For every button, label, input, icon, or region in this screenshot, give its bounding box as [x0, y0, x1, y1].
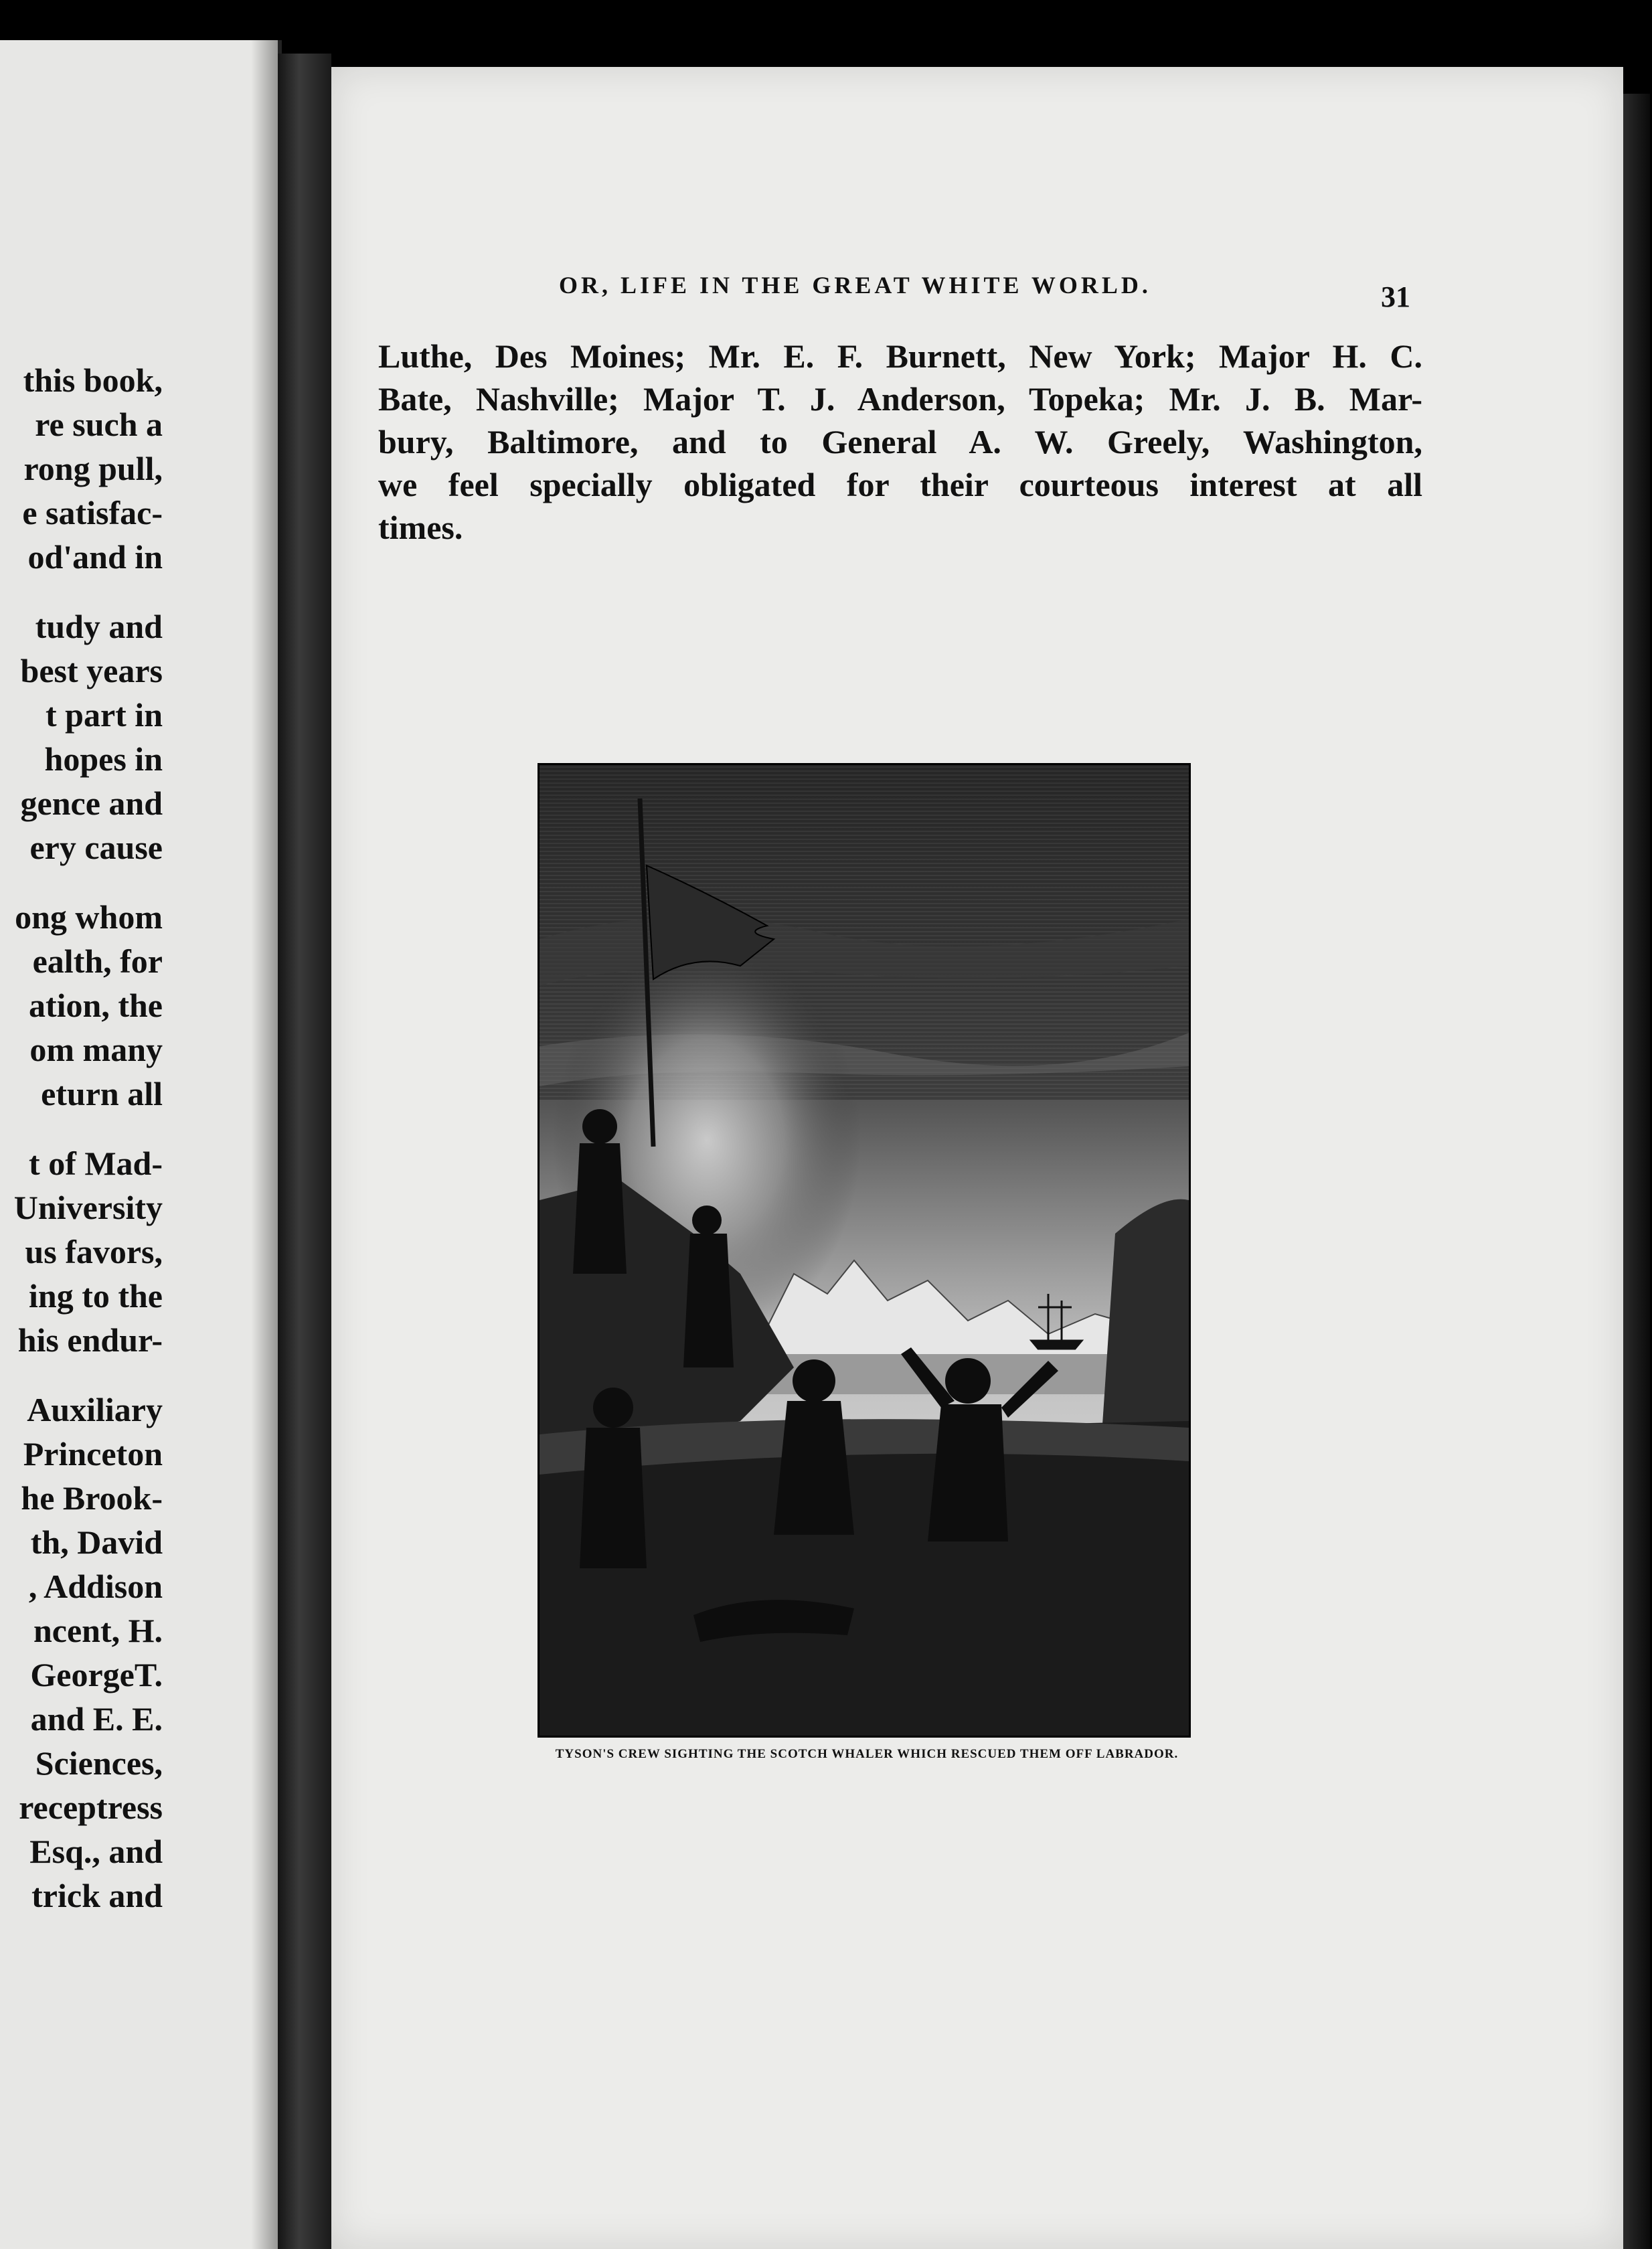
left-page-line: GeorgeT.	[30, 1656, 163, 1693]
left-page-line: his endur-	[17, 1321, 163, 1359]
left-page-line: receptress	[19, 1788, 163, 1826]
left-page-line: th, David	[30, 1523, 163, 1561]
left-page-line: Esq., and	[29, 1833, 163, 1870]
left-page-line: ing to the	[29, 1277, 163, 1315]
left-page-line: t part in	[46, 696, 163, 734]
left-page-line: this book,	[23, 361, 163, 399]
left-page-line: rong pull,	[23, 450, 163, 487]
left-page-line: , Addison	[28, 1568, 163, 1605]
paragraph-line: bury, Baltimore, and to General A. W. Greely, Washington,	[378, 423, 1422, 461]
page-number: 31	[1381, 280, 1410, 313]
spine-shadow	[251, 40, 278, 2249]
paragraph-line: times.	[378, 509, 463, 546]
left-page-line: and E. E.	[30, 1700, 163, 1738]
left-page-text	[2, 358, 163, 1918]
left-page-line: he Brook-	[21, 1479, 163, 1517]
left-page-line: ncent, H.	[33, 1612, 163, 1649]
body-paragraph	[378, 335, 1422, 549]
book-gutter	[278, 54, 331, 2249]
left-page-line: tudy and	[35, 608, 163, 645]
left-page-line: us favors,	[25, 1233, 163, 1270]
left-page-line: University	[13, 1189, 163, 1226]
paragraph-gap	[2, 579, 163, 604]
illustration-caption: TYSON'S CREW SIGHTING THE SCOTCH WHALER WHICH RESCUED THEM OFF LABRADOR.	[555, 1747, 1179, 1761]
paragraph-gap	[2, 869, 163, 895]
paragraph-gap	[2, 1116, 163, 1141]
left-page-line: hopes in	[44, 740, 163, 778]
left-facing-page	[0, 40, 282, 2249]
right-page	[331, 67, 1623, 2249]
left-page-line: Princeton	[23, 1435, 163, 1473]
left-page-line: gence and	[20, 784, 163, 822]
paragraph-line: Luthe, Des Moines; Mr. E. F. Burnett, New York; Major H. C.	[378, 337, 1422, 375]
left-page-line: ong whom	[15, 898, 163, 936]
left-page-line: best years	[20, 652, 163, 689]
paragraph-gap	[2, 1362, 163, 1388]
left-page-line: od'and in	[27, 538, 163, 576]
left-page-line: ery cause	[29, 829, 163, 866]
arctic-scene-engraving	[540, 765, 1189, 1736]
left-page-line: om many	[29, 1031, 163, 1068]
left-page-line: trick and	[31, 1877, 163, 1914]
page-edge	[1623, 94, 1650, 2249]
left-page-line: t of Mad-	[29, 1145, 163, 1182]
engraving-illustration	[538, 763, 1191, 1738]
running-head: OR, LIFE IN THE GREAT WHITE WORLD.	[559, 272, 1151, 299]
left-page-line: eturn all	[41, 1075, 163, 1112]
paragraph-line: Bate, Nashville; Major T. J. Anderson, Topeka; Mr. J. B. Mar-	[378, 380, 1422, 418]
paragraph-line: we feel specially obligated for their courteous interest at all	[378, 466, 1422, 503]
left-page-line: re such a	[35, 406, 163, 443]
left-page-line: Auxiliary	[27, 1391, 163, 1428]
left-page-line: ation, the	[29, 987, 163, 1024]
left-page-line: ealth, for	[32, 942, 163, 980]
left-page-line: e satisfac-	[22, 494, 163, 531]
left-page-line: Sciences,	[35, 1744, 163, 1782]
